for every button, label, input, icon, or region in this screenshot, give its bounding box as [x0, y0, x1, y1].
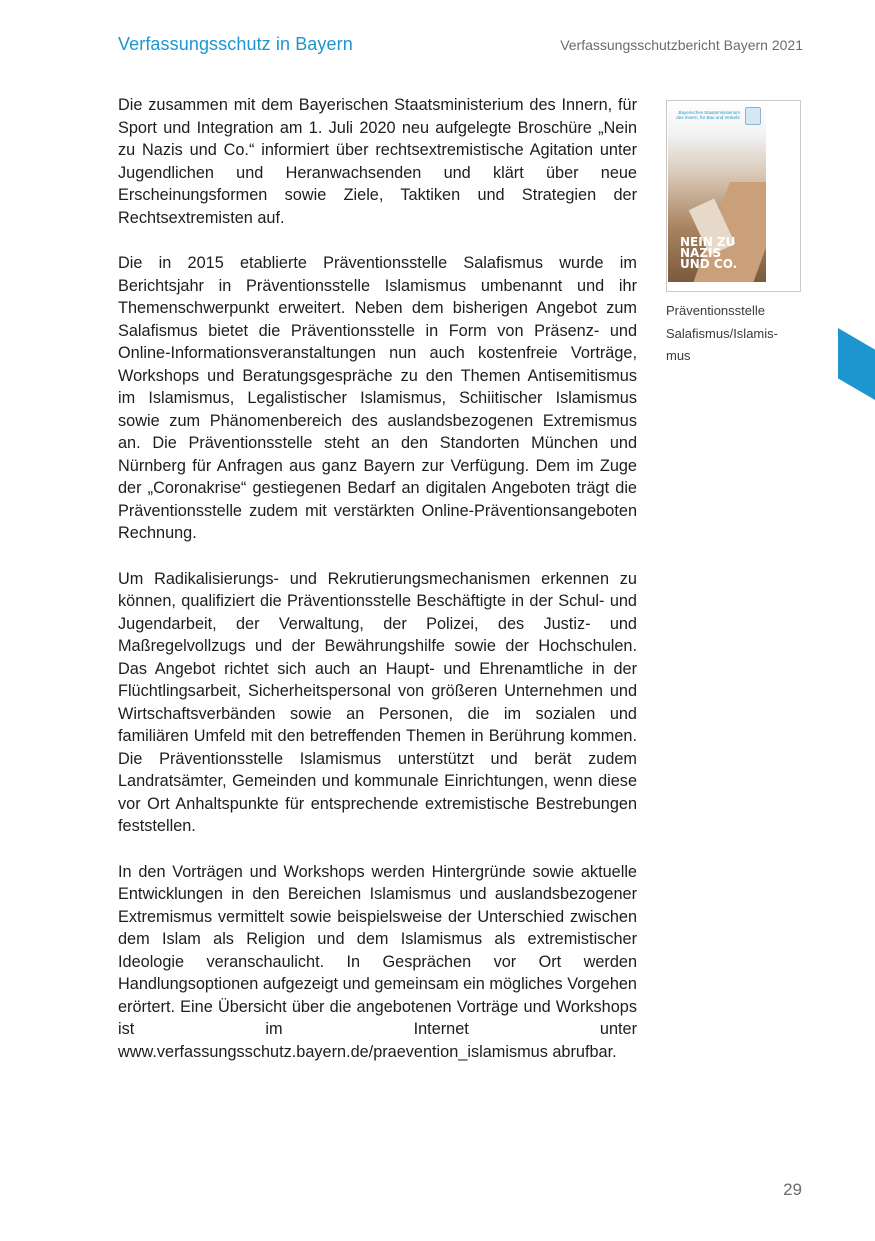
coat-of-arms-icon: [745, 107, 761, 125]
image-caption: Präventionsstelle Salafismus/Islamis- mus: [666, 303, 778, 363]
chapter-tab-marker: [838, 328, 875, 400]
section-title: Verfassungsschutz in Bayern: [118, 34, 353, 54]
paragraph: In den Vorträgen und Workshops werden Hintergründe sowie aktuelle Entwicklungen in den Bereichen Islamismus und auslandsbezogener Extremismus vermittelt sowie beispielsweise der Unterschied zwischen dem Islam als Religion und dem Islamismus als extremistischer Ideologie veranschaulicht. In Gesprächen vor Ort werden Handlungsoptionen aufgezeigt und gemeinsam ein mögliches Vorgehen erörtert. Eine Übersicht über die angebotenen Vorträge und Workshops ist im Internet unter www.verfassungsschutz.bayern.de/praevention_islamismus abrufbar.: [118, 862, 637, 1061]
paragraph: Die in 2015 etablierte Präventionsstelle Salafismus wurde im Berichtsjahr in Präventionsstelle Islamismus umbenannt und ihr Themenschwerpunkt erweitert. Neben dem bisherigen Angebot zum Salafismus bietet die Präventionsstelle in Form von Präsenz- und Online-Informationsveranstaltungen nun auch kostenfreie Vorträge, Workshops und Beratungsgespräche zu den Themen Antisemitismus im Islamismus, Legalistischer Islamismus, Schiitischer Islamismus sowie zum Phänomenbereich des auslandsbezogenen Extremismus an. Die Präventionsstelle steht an den Standorten München und Nürnberg für Anfragen aus ganz Bayern zur Verfügung. Dem im Zuge der „Coronakrise“ gestiegenen Bedarf an digitalen Angeboten trägt die Präventionsstelle zudem mit verstärkten Online-Präventionsangeboten Rechnung.: [118, 254, 637, 542]
cover-brand-text: Bayerisches Staatsministerium des Innern, für Bau und Verkehr: [676, 110, 740, 120]
brochure-cover: [668, 102, 766, 282]
brochure-thumbnail: [666, 100, 801, 292]
page-number: 29: [783, 1180, 802, 1199]
paragraph: Um Radikalisierungs- und Rekrutierungsmechanismen erkennen zu können, qualifiziert die Präventionsstelle Beschäftigte in der Schul- und Jugendarbeit, der Verwaltung, der Polizei, des Justiz- und Maßregelvollzugs und der Bewährungshilfe sowie der Hochschulen. Das Angebot richtet sich auch an Haupt- und Ehrenamtliche in der Flüchtlingsarbeit, Sicherheitspersonal von größeren Unternehmen und Wirtschaftsverbänden sowie an Personen, die im sozialen und familiären Umfeld mit den betreffenden Themen in Berührung kommen. Die Präventionsstelle Islamismus unterstützt und berät zudem Landratsämter, Gemeinden und kommunale Einrichtungen, wenn diese vor Ort Anhaltspunkte für entsprechende extremistische Bestrebungen feststellen.: [118, 569, 637, 835]
cover-title: NEIN ZU NAZIS UND CO.: [680, 235, 738, 271]
report-title: Verfassungsschutzbericht Bayern 2021: [560, 37, 803, 53]
main-text: [118, 94, 637, 1086]
paragraph: Die zusammen mit dem Bayerischen Staatsministerium des Innern, für Sport und Integration am 1. Juli 2020 neu aufgelegte Broschüre „Nein zu Nazis und Co.“ informiert über rechtsextremistische Agitation unter Jugendlichen und Heranwachsenden und klärt über neue Erscheinungsformen sowie Ziele, Taktiken und Strategien der Rechtsextremisten auf.: [118, 96, 637, 227]
